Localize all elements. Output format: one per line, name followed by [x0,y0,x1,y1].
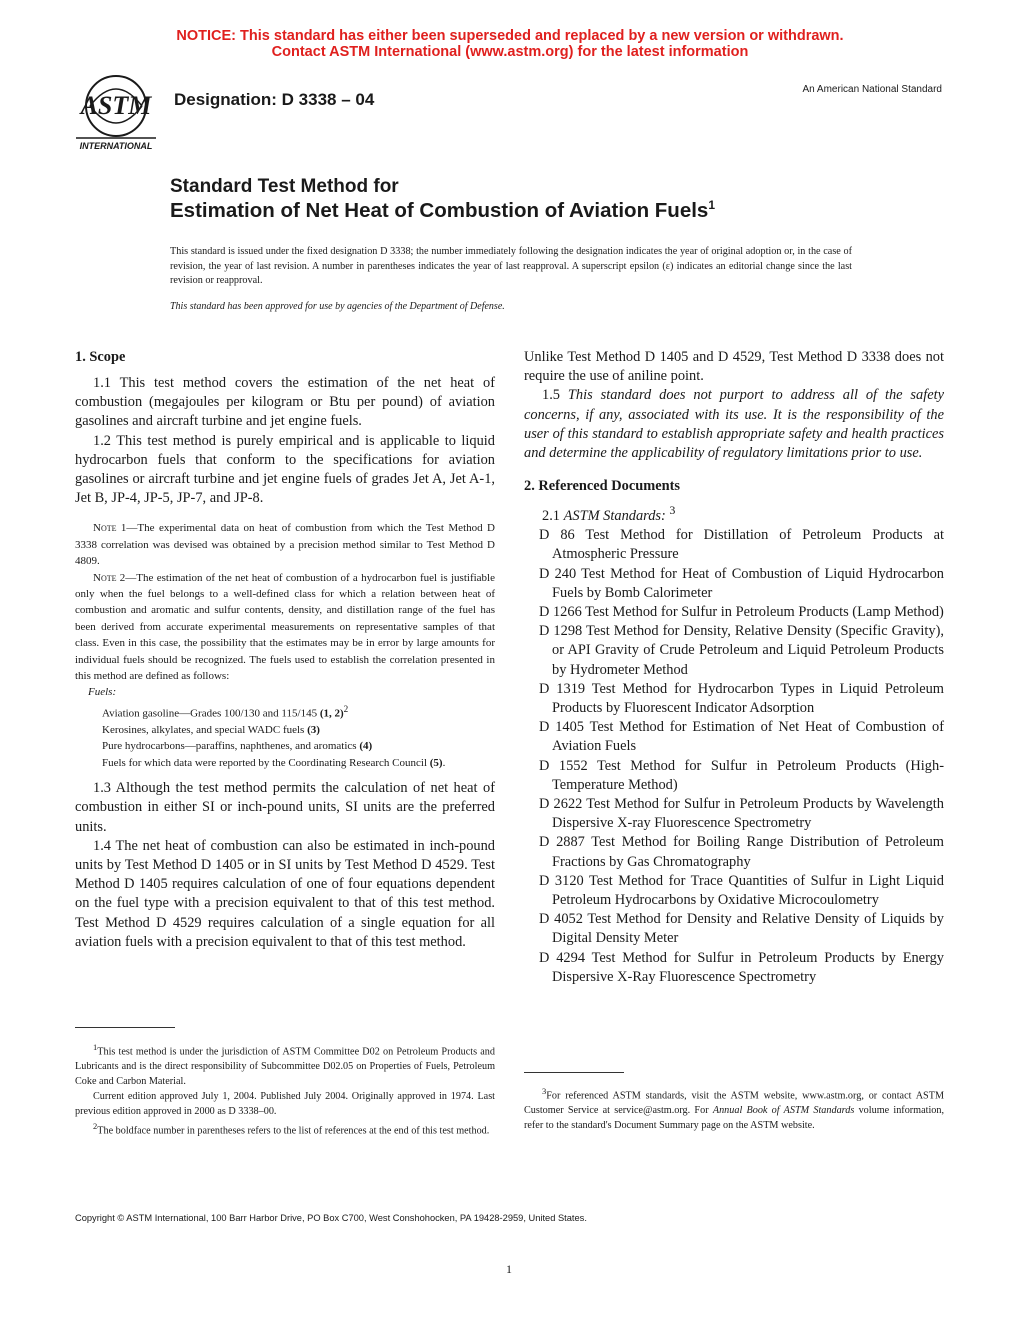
referenced-list [524,526,944,987]
footnote-2-text: The boldface number in parentheses refers to the list of references at the end of this test method. [97,1125,490,1137]
astm-standards-subheading [524,501,944,526]
ref-item: D 1319 Test Method for Hydrocarbon Types in Liquid Petroleum Products by Fluorescent Indicator Adsorption [539,680,944,717]
page-number: 1 [506,1262,512,1276]
fuel-3-text: Pure hydrocarbons—paraffins, naphthenes, and aromatics [102,740,357,753]
title-line-1: Standard Test Method for [170,176,399,197]
title-line-2 [170,198,715,223]
footnote-3-italic: Annual Book of ASTM Standards [712,1105,855,1117]
astm-logo [68,72,164,152]
ref-item: D 2887 Test Method for Boiling Range Distribution of Petroleum Fractions by Gas Chromatography [539,834,944,870]
left-column [75,348,495,952]
notice-line-1: NOTICE: This standard has either been superseded and replaced by a new version or withdrawn. [176,28,844,44]
note-2-text: —The estimation of the net heat of combustion of a hydrocarbon fuel is justifiable only when the fuel belongs to a well-defined class for which a relation between heat of combustion and aromatic and sulfur contents, density, and distillation range of the fuel has been derived from accurate experimental measurements on representative samples of that class. Even in this case, the possibility that the estimates may be in error by large amounts for individual fuels should be recognized. The fuels used to establish the correlation presented in this method are defined as follows: [75,571,495,683]
para-1-4: 1.4 The net heat of combustion can also be estimated in inch-pound units by Test Method D 1405 or in SI units by Test Method D 4529. Test Method D 1405 requires calculation of one of four equations dependent on the fuel type with a precision equivalent to that of this test method. Test Method D 4529 requires calculation of a single equation for all aviation fuels with a precision equivalent to that of this test method. [75,837,495,950]
title-footnote-ref: 1 [708,198,716,212]
fuel-4-ref: (5) [429,756,443,769]
ref-item: D 240 Test Method for Heat of Combustion of Liquid Hydrocarbon Fuels by Bomb Calorimeter [539,565,944,601]
copyright: Copyright © ASTM International, 100 Barr Harbor Drive, PO Box C700, West Conshohocken, PA 19428-2959, United States. [75,1213,587,1223]
fuel-4: Fuels for which data were reported by the Coordinating Research Council (5). [102,756,446,769]
fuels-label [75,684,495,700]
ref-item: D 86 Test Method for Distillation of Petroleum Products at Atmospheric Pressure [539,527,944,563]
footnote-rule-right [524,1072,624,1073]
fuel-2-ref: (3) [307,723,320,736]
fuel-2-text: Kerosines, alkylates, and special WADC fuels [102,723,305,736]
para-1-5-text: This standard does not purport to address all of the safety concerns, if any, associated with its use. It is the responsibility of the user of this standard to establish appropriate safety and health practices and determine the applicability of regulatory limitations prior to use. [524,387,944,462]
footnote-2-sup: 2 [93,1121,98,1132]
fuel-4-text: Fuels for which data were reported by the Coordinating Research Council [102,756,428,769]
para-1-2: 1.2 This test method is purely empirical and is applicable to liquid hydrocarbon fuels that conform to the specifications for aviation gasolines or aircraft turbine and jet engine fuels of grades Jet A, Jet A-1, Jet B, JP-4, JP-5, JP-7, and JP-8. [75,432,495,507]
footnote-1-sup: 1 [93,1042,98,1052]
footnote-2 [75,1119,495,1138]
note-1 [75,520,495,569]
logo-text: INTERNATIONAL [79,141,153,151]
left-footnotes [75,1040,495,1139]
ref-item: D 1266 Test Method for Sulfur in Petroleum Products (Lamp Method) [539,604,944,621]
para-1-5-num: 1.5 [542,387,560,404]
scope-heading: 1. Scope [75,349,126,365]
referenced-docs-heading: 2. Referenced Documents [524,478,680,495]
footnote-1b: Current edition approved July 1, 2004. Published July 2004. Originally approved in 1974. Last previous edition approved in 2000 as D 3338–00. [75,1091,495,1118]
ref-item: D 1405 Test Method for Estimation of Net Heat of Combustion of Aviation Fuels [539,719,944,755]
ref-item: D 3120 Test Method for Trace Quantities of Sulfur in Light Liquid Petroleum Hydrocarbons by Oxidative Microcoulometry [539,872,944,909]
fuel-1-ref: (1, 2) [319,707,344,720]
footnote-1-text: This test method is under the jurisdiction of ASTM Committee D02 on Petroleum Products and Lubricants and is the direct responsibility of Subcommittee D02.05 on Properties of Fuels, Petroleum Coke and Carbon Material. [75,1046,495,1088]
fuel-2 [75,722,495,738]
fuel-1-text: Aviation gasoline—Grades 100/130 and 115/145 [102,707,318,720]
para-1-4-continued: Unlike Test Method D 1405 and D 4529, Test Method D 3338 does not require the use of aniline point. [524,349,944,385]
footnote-1 [75,1040,495,1089]
fuel-1 [75,701,495,722]
ref-item: D 2622 Test Method for Sulfur in Petroleum Products by Wavelength Dispersive X-ray Fluorescence Spectrometry [539,796,944,832]
ref-item: D 4052 Test Method for Density and Relative Density of Liquids by Digital Density Meter [539,911,944,947]
american-national-standard: An American National Standard [802,84,942,95]
footnote-rule-left [75,1027,175,1028]
preamble: This standard is issued under the fixed designation D 3338; the number immediately following the designation indicates the year of original adoption or, in the case of revision, the year of last revision. A number in parentheses indicates the year of last reapproval. A superscript epsilon (ε) indicates an editorial change since the last revision or reapproval. [170,246,852,286]
footnote-3 [524,1084,944,1133]
svg-text:ASTM: ASTM [80,91,152,120]
note-2-label: Note 2 [93,571,126,584]
fuel-3-ref: (4) [359,740,373,753]
para-1-5 [524,386,944,463]
note-2 [75,570,495,685]
right-column [524,348,944,987]
ref-item: D 1552 Test Method for Sulfur in Petroleum Products (High-Temperature Method) [539,757,944,793]
fuel-1-sup: 2 [343,703,349,714]
ref-item: D 1298 Test Method for Density, Relative Density (Specific Gravity), or API Gravity of Crude Petroleum and Liquid Petroleum Products by Hydrometer Method [539,623,944,678]
ref-item: D 4294 Test Method for Sulfur in Petroleum Products by Energy Dispersive X-Ray Fluorescence Spectrometry [539,949,944,985]
footnote-3-text-b: volume information, refer to the standard's Document Summary page on the ASTM website. [524,1105,945,1132]
para-1-3: 1.3 Although the test method permits the calculation of net heat of combustion in either SI or inch-pound units, SI units are the preferred units. [75,780,495,835]
astm-standards-sup: 3 [669,503,676,518]
right-footnotes [524,1084,944,1133]
astm-standards-label: ASTM Standards: [563,508,666,525]
astm-standards-num: 2.1 [542,508,560,525]
designation: Designation: D 3338 – 04 [174,90,375,109]
fuel-3 [75,738,495,754]
note-1-label: Note 1 [93,522,127,535]
footnote-3-text-a: For referenced ASTM standards, visit the ASTM website, www.astm.org, or contact ASTM Customer Service at service@astm.org. For [524,1090,944,1117]
title-text: Estimation of Net Heat of Combustion of Aviation Fuels [170,199,709,222]
note-1-text: —The experimental data on heat of combustion from which the Test Method D 3338 correlation was devised was obtained by a precision method similar to Test Method D 4809. [75,522,495,568]
fuels-label-text: Fuels: [88,686,117,699]
notice-line-2: Contact ASTM International (www.astm.org) for the latest information [271,44,749,60]
footnote-3-sup: 3 [542,1086,547,1096]
para-1-1: 1.1 This test method covers the estimation of the net heat of combustion (megajoules per kilogram or Btu per pound) of aviation gasolines and aircraft turbine and jet engine fuels. [75,375,495,430]
dod-notice: This standard has been approved for use by agencies of the Department of Defense. [170,301,505,312]
